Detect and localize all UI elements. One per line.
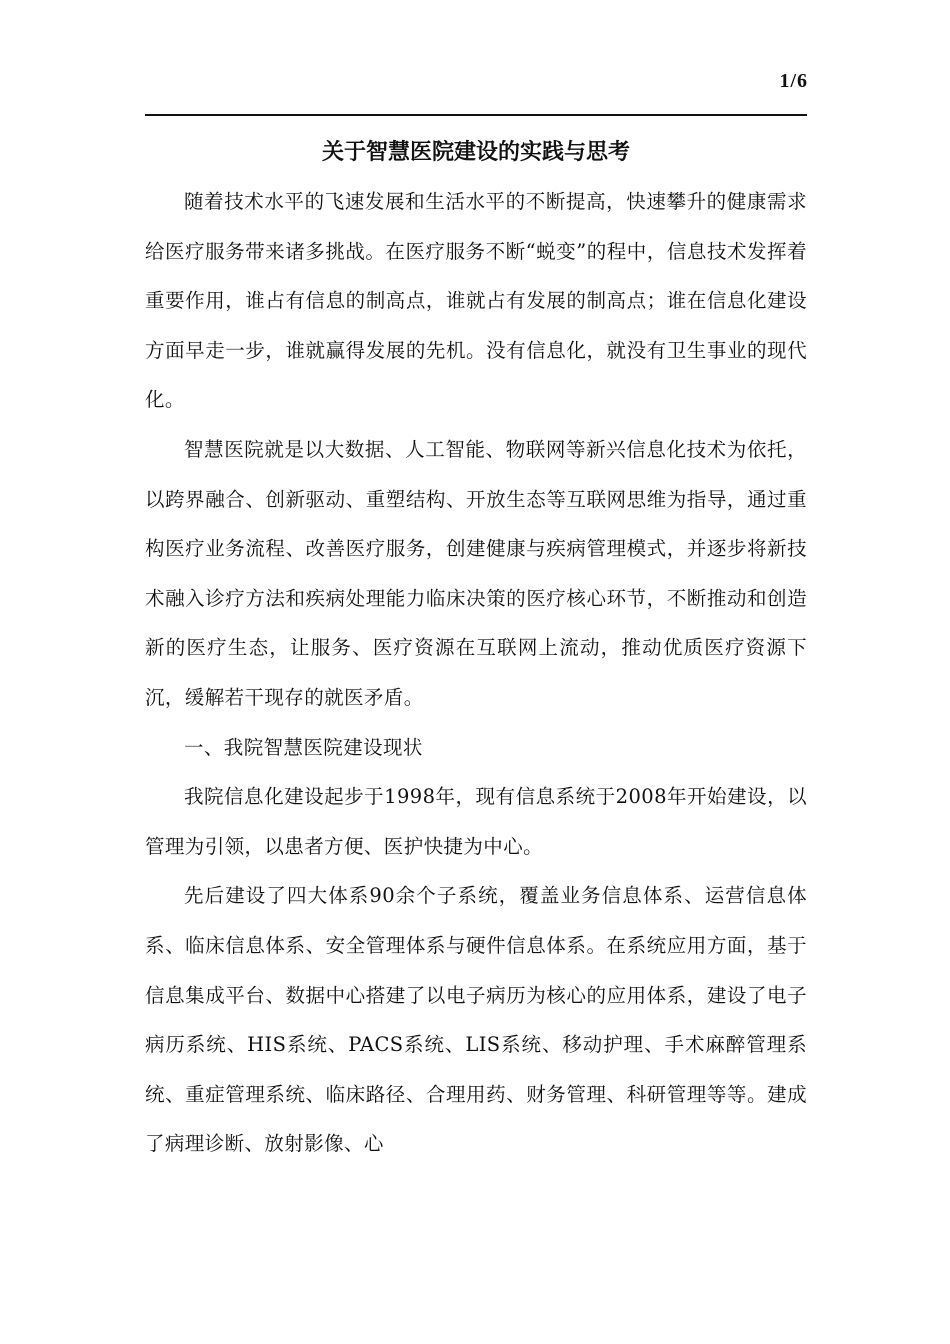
section-heading: 一、我院智慧医院建设现状 xyxy=(184,735,423,759)
header-divider xyxy=(145,114,807,116)
body-paragraph: 随着技术水平的飞速发展和生活水平的不断提高，快速攀升的健康需求给医疗服务带来诸多挑战。在医疗服务不断“蜕变”的程中，信息技术发挥着重要作用，谁占有信息的制高点，谁就占有发展的制高点；谁在信息化建设方面早走一步，谁就赢得发展的先机。没有信息化，就没有卫生事业的现代化。 xyxy=(145,190,807,412)
body-paragraph: 我院信息化建设起步于1998年，现有信息系统于2008年开始建设，以管理为引领，以患者方便、医护快捷为中心。 xyxy=(145,785,807,858)
page-number: 1/6 xyxy=(779,70,808,92)
body-paragraph: 先后建设了四大体系90余个子系统，覆盖业务信息体系、运营信息体系、临床信息体系、安全管理体系与硬件信息体系。在系统应用方面，基于信息集成平台、数据中心搭建了以电子病历为核心的应用体系，建设了电子病历系统、HIS系统、PACS系统、LIS系统、移动护理、手术麻醉管理系统、重症管理系统、临床路径、合理用药、财务管理、科研管理等等。建成了病理诊断、放射影像、心 xyxy=(145,884,807,1156)
body-paragraph: 智慧医院就是以大数据、人工智能、物联网等新兴信息化技术为依托，以跨界融合、创新驱动、重塑结构、开放生态等互联网思维为指导，通过重构医疗业务流程、改善医疗服务，创建健康与疾病管理模式，并逐步将新技术融入诊疗方法和疾病处理能力临床决策的医疗核心环节，不断推动和创造新的医疗生态，让服务、医疗资源在互联网上流动，推动优质医疗资源下沉，缓解若干现存的就医矛盾。 xyxy=(145,437,807,709)
document-title: 关于智慧医院建设的实践与思考 xyxy=(321,139,630,165)
document-body xyxy=(145,177,807,1169)
